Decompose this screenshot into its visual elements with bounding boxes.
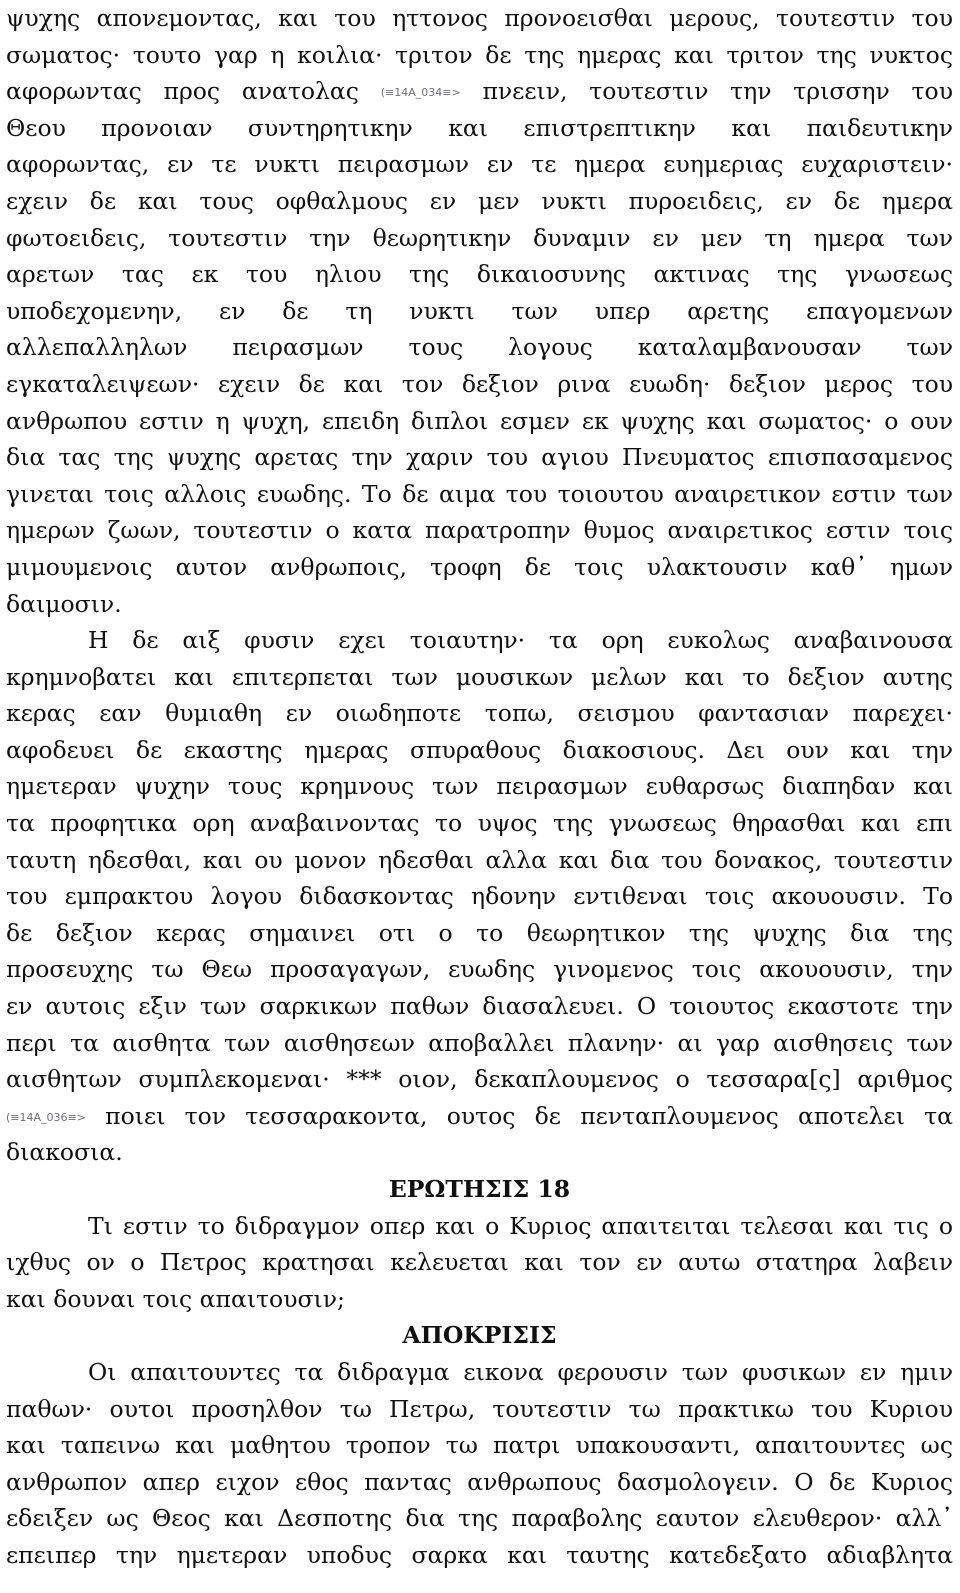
text-line: ψυχης απονεμοντας, και του ηττονος προνοεισθαι μερους, τουτεστιν του xyxy=(6,4,953,32)
text-line: αρετων τας εκ του ηλιου της δικαιοσυνης ακτινας της γνωσεως xyxy=(6,260,953,289)
line-text-before-ref: αφορωντας προς ανατολας xyxy=(6,77,381,106)
text-line xyxy=(6,1098,953,1135)
text-line: Η δε αιξ φυσιν εχει τοιαυτην· τα ορη ευκολως αναβαινουσα xyxy=(88,626,953,655)
text-line: τα προφητικα ορη αναβαινοντας το υψος της γνωσεως θηρασθαι και επι xyxy=(6,809,953,838)
text-line: ανθρωπον απερ ειχον εθος παντας ανθρωπους δασμολογειν. Ο δε Κυριος xyxy=(6,1467,953,1496)
section-heading: ΕΡΩΤΗΣΙΣ 18 xyxy=(388,1175,571,1203)
text-line: μιμουμενοις αυτον ανθρωποις, τροφη δε τοις υλακτουσιν καθ᾽ ημων xyxy=(6,552,953,581)
text-line: προσευχης τω Θεω προσαγαγων, ευωδης γινομενος τοις ακουουσιν, την xyxy=(6,955,953,984)
text-line: περι τα αισθητα των αισθησεων αποβαλλει πλανην· αι γαρ αισθησεις των xyxy=(6,1028,953,1057)
text-line: διακοσια. xyxy=(6,1138,123,1167)
text-line: ανθρωπου εστιν η ψυχη, επειδη διπλοι εσμεν εκ ψυχης και σωματος· ο ουν xyxy=(6,406,953,435)
text-line: αλλεπαλληλων πειρασμων τους λογους καταλαμβανουσαν των xyxy=(6,333,953,362)
text-line: ημερων ζωων, τουτεστιν ο κατα παρατροπην θυμος αναιρετικος εστιν τοις xyxy=(6,516,953,545)
text-line: αισθητων συμπλεκομεναι· *** οιον, δεκαπλουμενος ο τεσσαρα[ς] αριθμος xyxy=(6,1065,953,1094)
text-line: εγκαταλειψεων· εχειν δε και τον δεξιον ρινα ευωδη· δεξιον μερος του xyxy=(6,369,953,398)
document-page xyxy=(6,0,953,1574)
text-line: επειπερ την ημετεραν υποδυς σαρκα και ταυτης κατεδεξατο αδιαβλητα xyxy=(6,1540,953,1569)
text-line: του εμπρακτου λογου διδασκοντας ηδονην εντιθεναι τοις ακουουσιν. Το xyxy=(6,882,953,911)
text-line: εχειν δε και τους οφθαλμους εν μεν νυκτι πυροειδεις, εν δε ημερα xyxy=(6,186,953,215)
text-line: Οι απαιτουντες τα διδραγμα εικονα φερουσιν των φυσικων εν ημιν xyxy=(88,1357,953,1386)
text-line: εδειξεν ως Θεος και Δεσποτης δια της παραβολης εαυτον ελευθερον· αλλ᾽ xyxy=(6,1504,953,1533)
text-line: κερας εαν θυμιαθη εν οιωδηποτε τοπω, σεισμου φαντασιαν παρεχει· xyxy=(6,699,953,728)
text-line: δε δεξιον κερας σημαινει οτι ο το θεωρητικον της ψυχης δια της xyxy=(6,918,953,947)
text-line: φωτοειδεις, τουτεστιν την θεωρητικην δυναμιν εν μεν τη ημερα των xyxy=(6,223,953,252)
text-line: Τι εστιν το διδραγμον οπερ και ο Κυριος απαιτειται τελεσαι και τις ο xyxy=(88,1211,953,1240)
text-line: παθων· ουτοι προσηλθον τω Πετρω, τουτεστιν τω πρακτικω του Κυριου xyxy=(6,1394,953,1423)
line-text-after-ref: πνεειν, τουτεστιν την τρισσην του xyxy=(460,77,953,106)
text-line: δια τας της ψυχης αρετας την χαριν του αγιου Πνευματος επισπασαμενος xyxy=(6,443,953,472)
text-line: αφορωντας, εν τε νυκτι πειρασμων εν τε ημερα ευημεριας ευχαριστειν· xyxy=(6,150,953,179)
text-line: σωματος· τουτο γαρ η κοιλια· τριτον δε της ημερας και τριτον της νυκτος xyxy=(6,40,953,69)
text-line: ταυτη ηδεσθαι, και ου μονον ηδεσθαι αλλα και δια του δονακος, τουτεστιν xyxy=(6,845,953,874)
text-line: κρημνοβατει και επιτερπεται των μουσικων μελων και το δεξιον αυτης xyxy=(6,662,953,691)
page-reference-marker: (≡14A_036≡> xyxy=(6,1110,86,1124)
text-line: και ταπεινω και μαθητου τροπον τω πατρι υπακουσαντι, απαιτουντες ως xyxy=(6,1431,953,1460)
text-line: και δουναι τοις απαιτουσιν; xyxy=(6,1284,345,1313)
text-line: ημετεραν ψυχην τους κρημνους των πειρασμων ευθαρσως διαπηδαν και xyxy=(6,772,953,801)
section-heading: ΑΠΟΚΡΙΣΙΣ xyxy=(402,1321,557,1350)
text-line: ιχθυς ον ο Πετρος κρατησαι κελευεται και τον εν αυτω στατηρα λαβειν xyxy=(6,1248,953,1277)
text-line: Θεου προνοιαν συντηρητικην και επιστρεπτικην και παιδευτικην xyxy=(6,113,953,142)
page-reference-marker: (≡14A_034≡> xyxy=(380,86,461,100)
text-line: εν αυτοις εξιν των σαρκικων παθων διασαλευει. Ο τοιουτος εκαστοτε την xyxy=(6,992,953,1021)
text-line: δαιμοσιν. xyxy=(6,589,122,618)
text-line: γινεται τοις αλλοις ευωδης. Το δε αιμα του τοιουτου αναιρετικον εστιν των xyxy=(6,479,953,508)
text-line: αφοδευει δε εκαστης ημερας σπυραθους διακοσιους. Δει ουν και την xyxy=(6,735,953,764)
line-text-after-ref: ποιει τον τεσσαρακοντα, ουτος δε πενταπλουμενος αποτελει τα xyxy=(85,1101,953,1130)
text-line: υποδεχομενην, εν δε τη νυκτι των υπερ αρετης επαγομενων xyxy=(6,296,953,325)
text-line xyxy=(6,73,953,110)
